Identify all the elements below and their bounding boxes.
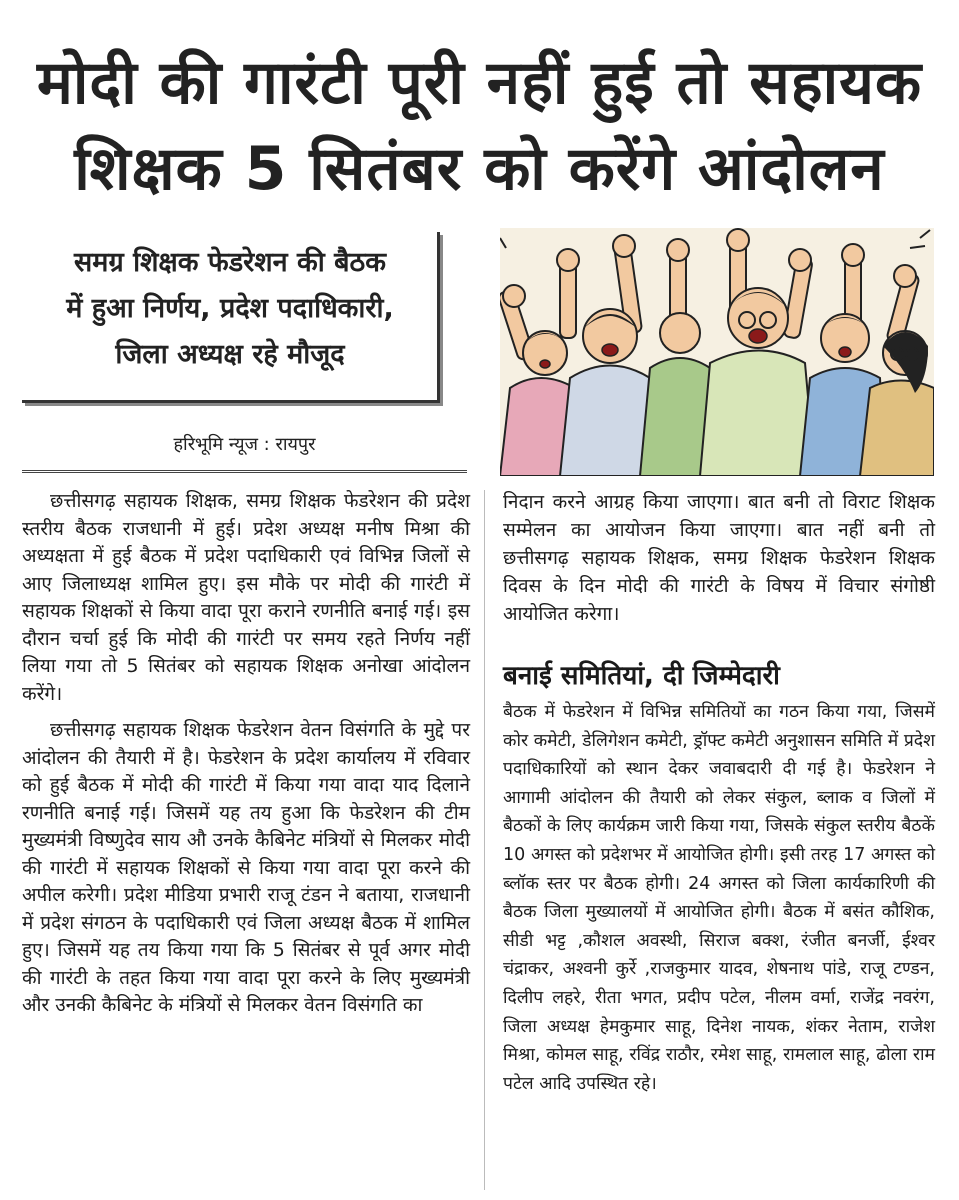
byline-rule — [22, 430, 467, 473]
paragraph: छत्तीसगढ़ सहायक शिक्षक फेडरेशन वेतन विसंगति के मुद्दे पर आंदोलन की तैयारी में है। फेडरेशन के प्रदेश कार्यालय में रविवार को हुई बैठक में मोदी की गारंटी में किया गया वादा याद दिलाने रणनीति बनाई गई। जिसमें यह तय हुआ कि फेडरेशन की टीम मुख्यमंत्री विष्णुदेव साय औ उनके कैबिनेट मंत्रियों से मिलकर मोदी की गारंटी में सहायक शिक्षकों से किया गया वादा पूरा करने की अपील करेगी। प्रदेश मीडिया प्रभारी राजू टंडन ने बताया, राजधानी में प्रदेश संगठन के पदाधिकारी एवं जिला अध्यक्ष बैठक में शामिल हुए। जिसमें यह तय किया गया कि 5 सितंबर से पूर्व अगर मोदी की गारंटी के तहत किया गया वादा पूरा करने के लिए मुख्यमंत्री और उनकी कैबिनेट के मंत्रियों से मिलकर वेतन विसंगति का — [22, 719, 470, 1016]
headline-line-2: शिक्षक 5 सितंबर को करेंगे आंदोलन — [74, 134, 885, 204]
article-column-1 — [22, 488, 470, 1020]
headline-line-1: मोदी की गारंटी पूरी नहीं हुई तो सहायक — [36, 48, 923, 118]
subheadline — [30, 240, 430, 378]
protest-cartoon-illustration — [500, 228, 934, 476]
section-body — [503, 698, 935, 1098]
paragraph: निदान करने आग्रह किया जाएगा। बात बनी तो विराट शिक्षक सम्मेलन का आयोजन किया जाएगा। बात नहीं बनी तो छत्तीसगढ़ सहायक शिक्षक, समग्र शिक्षक फेडरेशन शिक्षक दिवस के दिन मोदी की गारंटी के विषय में विचार संगोष्ठी आयोजित करेगा। — [503, 491, 935, 625]
section-title: बनाई समितियां, दी जिम्मेदारी — [503, 661, 780, 691]
paragraph: छत्तीसगढ़ सहायक शिक्षक, समग्र शिक्षक फेडरेशन की प्रदेश स्तरीय बैठक राजधानी में हुई। प्रदेश अध्यक्ष मनीष मिश्रा की अध्यक्षता में हुई बैठक में प्रदेश पदाधिकारी एवं विभिन्न जिलों से आए जिलाध्यक्ष शामिल हुए। इस मौके पर मोदी की गारंटी में सहायक शिक्षकों से किया वादा पूरा कराने रणनीति बनाई गई। इस दौरान चर्चा हुई कि मोदी की गारंटी पर समय रहते निर्णय नहीं लिया गया तो 5 सितंबर को सहायक शिक्षक अनोखा आंदोलन करेंगे। — [22, 490, 470, 705]
paragraph: बैठक में फेडरेशन में विभिन्न समितियों का गठन किया गया, जिसमें कोर कमेटी, डेलिगेशन कमेटी, ड्रॉफ्ट कमेटी अनुशासन समिति में प्रदेश पदाधिकारियों को स्थान देकर जवाबदारी दी गई है। फेडरेशन ने आगामी आंदोलन की तैयारी को लेकर संकुल, ब्लाक व जिलों में बैठकों के लिए कार्यक्रम जारी किया गया, जिसके संकुल स्तरीय बैठकें 10 अगस्त को प्रदेशभर में आयोजित होगी। इसी तरह 17 अगस्त को ब्लॉक स्तर पर बैठक होगी। 24 अगस्त को जिला कार्यकारिणी की बैठक जिला मुख्यालयों में आयोजित होगी। बैठक में बसंत कौशिक, सीडी भट्ट ,कौशल अवस्थी, सिराज बक्श, रंजीत बनर्जी, ईश्वर चंद्राकर, अश्वनी कुर्रे ,राजकुमार यादव, शेषनाथ पांडे, राजू टण्डन, दिलीप लहरे, रीता भगत, प्रदीप पटेल, नीलम वर्मा, राजेंद्र नवरंग, जिला अध्यक्ष हेमकुमार साहू, दिनेश नायक, शंकर नेताम, राजेश मिश्रा, कोमल साहू, रविंद्र राठौर, रमेश साहू, रामलाल साहू, ढोला राम पटेल आदि उपस्थित रहे। — [503, 702, 935, 1094]
column-divider — [484, 490, 485, 1190]
subhead-line-3: जिला अध्यक्ष रहे मौजूद — [115, 339, 345, 370]
subhead-line-2: में हुआ निर्णय, प्रदेश पदाधिकारी, — [66, 293, 394, 324]
article-column-2 — [503, 488, 935, 628]
subhead-line-1: समग्र शिक्षक फेडरेशन की बैठक — [74, 247, 386, 278]
headline — [0, 40, 959, 212]
byline: हरिभूमि न्यूज : रायपुर — [173, 434, 316, 455]
